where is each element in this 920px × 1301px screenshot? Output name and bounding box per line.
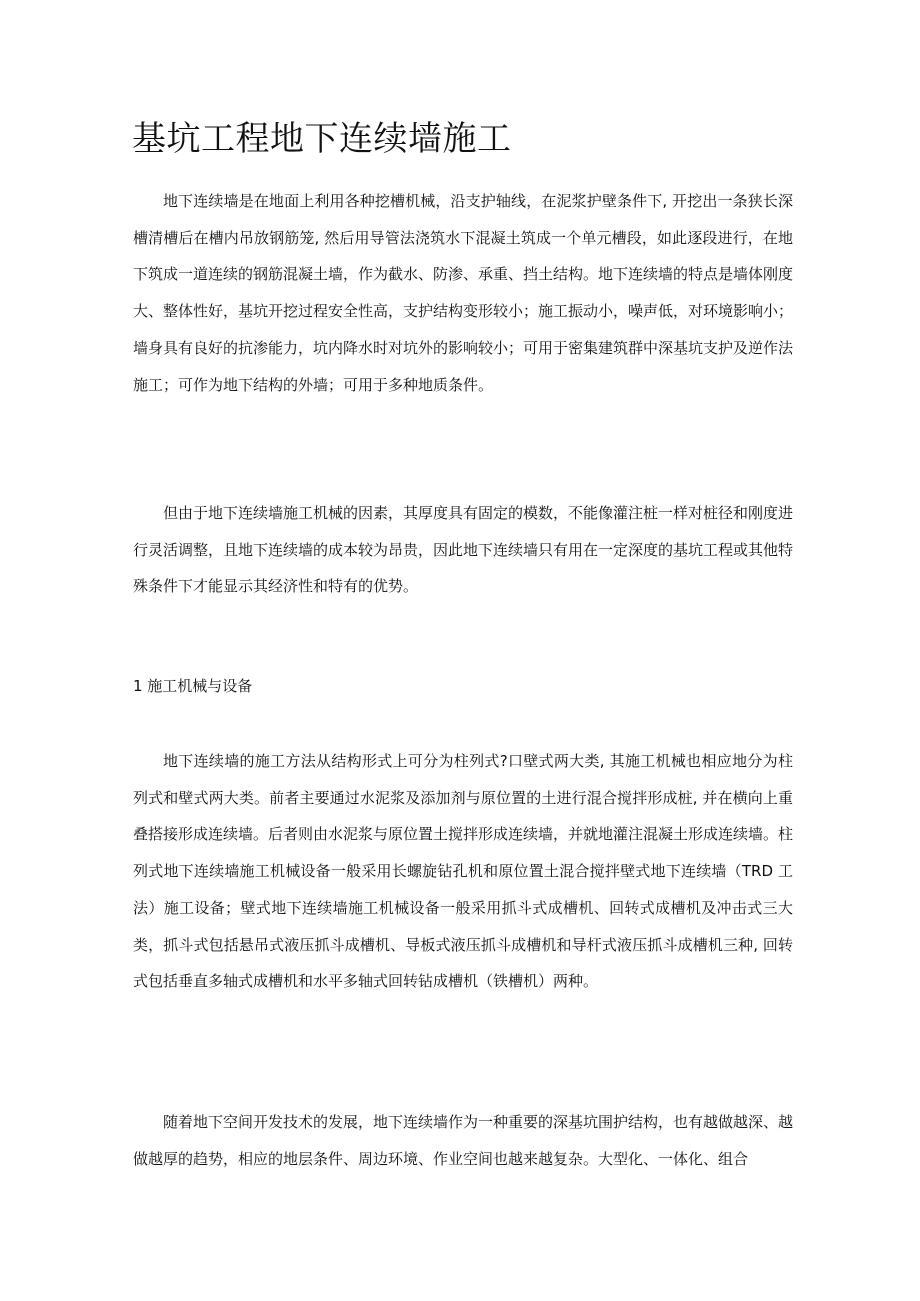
document-title: 基坑工程地下连续墙施工 [132,119,512,159]
cost-paragraph: 但由于地下连续墙施工机械的因素，其厚度具有固定的模数，不能像灌注桩一样对桩径和刚度进行灵活调整，且地下连续墙的成本较为昂贵，因此地下连续墙只有用在一定深度的基坑工程或其他特殊条件下才能显示其经济性和特有的优势。 [133,504,794,596]
trend-paragraph: 随着地下空间开发技术的发展，地下连续墙作为一种重要的深基坑围护结构，也有越做越深、越做越厚的趋势，相应的地层条件、周边环境、作业空间也越来越复杂。大型化、一体化、组合 [133,1113,794,1168]
intro-paragraph: 地下连续墙是在地面上利用各种挖槽机械，沿支护轴线，在泥浆护壁条件下, 开挖出一条狭长深槽清槽后在槽内吊放钢筋笼, 然后用导管法浇筑水下混凝土筑成一个单元槽段，如此逐段进行，在地下筑成一道连续的钢筋混凝土墙，作为截水、防渗、承重、挡土结构。地下连续墙的特点是墙体刚度大、整体性好，基坑开挖过程安全性高，支护结构变形较小；施工振动小，噪声低，对环境影响小；墙身具有良好的抗渗能力，坑内降水时对坑外的影响较小；可用于密集建筑群中深基坑支护及逆作法施工；可作为地下结构的外墙；可用于多种地质条件。 [133,192,794,394]
section-heading: 1 施工机械与设备 [133,677,253,695]
machinery-paragraph: 地下连续墙的施工方法从结构形式上可分为柱列式?口壁式两大类, 其施工机械也相应地分为柱列式和壁式两大类。前者主要通过水泥浆及添加剂与原位置的土进行混合搅拌形成桩, 并在横向上重叠搭接形成连续墙。后者则由水泥浆与原位置土搅拌形成连续墙，并就地灌注混凝土形成连续墙。柱列式地下连续墙施工机械设备一般采用长螺旋钻孔机和原位置土混合搅拌壁式地下连续墙（TRD 工法）施工设备；壁式地下连续墙施工机械设备一般采用抓斗式成槽机、回转式成槽机及冲击式三大类，抓斗式包括悬吊式液压抓斗成槽机、导板式液压抓斗成槽机和导杆式液压抓斗成槽机三种, 回转式包括垂直多轴式成槽机和水平多轴式回转钻成槽机（铁槽机）两种。 [133,752,794,991]
